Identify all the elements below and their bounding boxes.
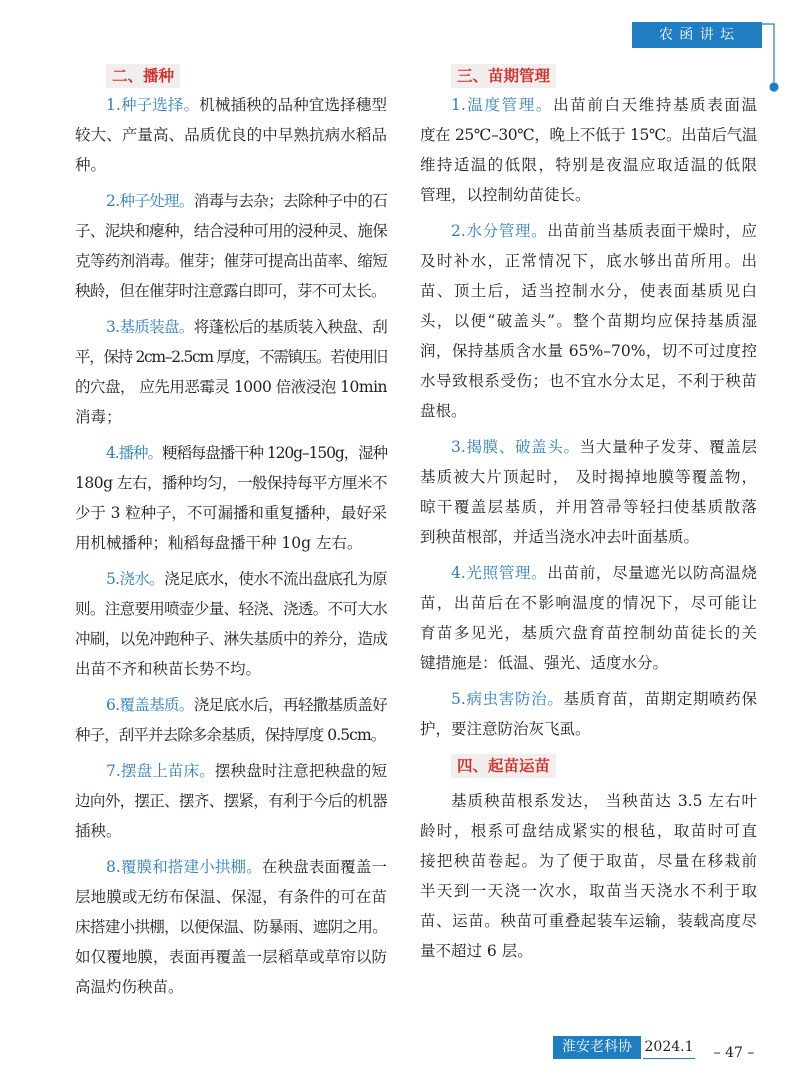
text-line: 种。 — [75, 156, 107, 174]
item-label: 7.摆盘上苗床。 — [106, 762, 215, 780]
page-number: – 47 – — [713, 1045, 755, 1061]
item-label: 1.种子选择。 — [106, 96, 200, 114]
text-line: 度在 25℃–30℃，晚上不低于 15℃。出苗后气温 — [420, 126, 757, 144]
text-line: 子、泥块和瘪种，结合浸种可用的浸种灵、施保 — [75, 222, 387, 240]
text-line: 180g 左右，播种均匀，一般保持每平方厘米不 — [75, 474, 387, 492]
left-column — [75, 60, 387, 1002]
item-text: 浇足底水，使水不流出盘底孔为原 — [164, 570, 387, 588]
column-title: 农 函 讲 坛 — [658, 27, 736, 43]
header-dot — [769, 82, 778, 91]
text-line — [420, 558, 757, 588]
text-line: 盘根。 — [420, 402, 467, 420]
item-text: 粳稻每盘播干种 120g–150g，湿种 — [161, 444, 387, 462]
text-line: 少于 3 粒种子，不可漏播和重复播种，最好采 — [75, 504, 387, 522]
text-line: 消毒； — [75, 408, 122, 426]
paragraph — [75, 438, 387, 558]
text-line — [420, 684, 757, 714]
text-line — [75, 564, 387, 594]
section-heading — [420, 750, 757, 780]
header-decoration — [755, 14, 785, 100]
text-line: 苗，出苗后在不影响温度的情况下，尽可能让 — [420, 594, 757, 612]
item-text: 机械插秧的品种宜选择穗型 — [199, 96, 387, 114]
item-label: 2.种子处理。 — [106, 192, 194, 210]
text-line: 床搭建小拱棚，以便保温、防暴雨、遮阴之用。 — [75, 918, 387, 936]
text-line — [75, 756, 387, 786]
paragraph — [75, 564, 387, 684]
text-line — [75, 852, 387, 882]
text-line — [75, 690, 387, 720]
text-line: 冲刷，以免冲跑种子、淋失基质中的养分，造成 — [75, 630, 387, 648]
text-line — [75, 312, 387, 342]
section-heading-text: 三、苗期管理 — [451, 64, 556, 88]
text-line: 克等药剂消毒。催芽；催芽可提高出苗率、缩短 — [75, 252, 387, 270]
section-heading — [420, 60, 757, 90]
text-line: 键措施是：低温、强光、适度水分。 — [420, 654, 669, 672]
publisher-badge — [553, 1036, 641, 1059]
item-text: 将蓬松后的基质装入秧盘、刮 — [193, 318, 387, 336]
paragraph — [420, 684, 757, 744]
item-label: 2.水分管理。 — [451, 222, 548, 240]
text-line: 高温灼伤秧苗。 — [75, 978, 184, 996]
column-title-badge — [632, 22, 762, 48]
text-line: 的穴盘， 应先用恶霉灵 1000 倍液浸泡 10min — [75, 378, 387, 396]
item-text: 在秧盘表面覆盖一 — [261, 858, 387, 876]
text-line: 种子，刮平并去除多余基质，保持厚度 0.5cm。 — [75, 726, 386, 744]
text-line: 苗、顶土后，适当控制水分，使表面基质见白 — [420, 282, 757, 300]
item-label: 4.播种。 — [106, 444, 162, 462]
text-line — [420, 432, 757, 462]
publisher-name: 淮安老科协 — [562, 1039, 632, 1055]
text-line: 龄时，根系可盘结成紧实的根毡，取苗时可直 — [420, 822, 757, 840]
paragraph — [75, 186, 387, 306]
paragraph — [420, 216, 757, 426]
paragraph — [420, 786, 757, 966]
paragraph — [75, 90, 387, 180]
item-text: 当大量种子发芽、覆盖层 — [579, 438, 757, 456]
item-label: 3.基质装盘。 — [106, 318, 194, 336]
item-text: 消毒与去杂；去除种子中的石 — [193, 192, 387, 210]
text-line: 出苗不齐和秧苗长势不均。 — [75, 660, 262, 678]
text-line: 插秧。 — [75, 822, 122, 840]
paragraph — [75, 312, 387, 432]
text-line: 维持适温的低限，特别是夜温应取适温的低限 — [420, 156, 757, 174]
paragraph — [420, 90, 757, 210]
text-line: 较大、产量高、品质优良的中早熟抗病水稻品 — [75, 126, 387, 144]
text-line: 边向外，摆正、摆齐、摆紧，有利于今后的机器 — [75, 792, 387, 810]
paragraph — [420, 558, 757, 678]
right-column — [420, 60, 757, 966]
item-label: 3.揭膜、破盖头。 — [451, 438, 580, 456]
item-label: 5.病虫害防治。 — [451, 690, 564, 708]
text-line — [420, 216, 757, 246]
text-line: 晾干覆盖层基质，并用笤帚等轻扫使基质散落 — [420, 498, 757, 516]
text-line: 秧龄，但在催芽时注意露白即可，芽不可太长。 — [75, 282, 386, 300]
text-line: 头，以便“破盖头”。整个苗期均应保持基质湿 — [420, 312, 757, 330]
paragraph — [420, 432, 757, 552]
item-label: 6.覆盖基质。 — [106, 696, 194, 714]
text-line: 用机械播种；籼稻每盘播干种 10g 左右。 — [75, 534, 363, 552]
issue-number: 2024.1 — [643, 1036, 695, 1059]
text-line: 护，要注意防治灰飞虱。 — [420, 720, 591, 738]
text-line: 接把秧苗卷起。为了便于取苗，尽量在移栽前 — [420, 852, 757, 870]
section-heading-text: 二、播种 — [106, 64, 180, 88]
section-heading-text: 四、起苗运苗 — [451, 754, 556, 778]
item-text: 出苗前当基质表面干燥时，应 — [547, 222, 757, 240]
text-line: 到秧苗根部，并适当浇水冲去叶面基质。 — [420, 528, 700, 546]
item-text: 基质育苗，苗期定期喷药保 — [563, 690, 757, 708]
text-line: 则。注意要用喷壶少量、轻浇、浇透。不可大水 — [75, 600, 387, 618]
item-label: 8.覆膜和搭建小拱棚。 — [106, 858, 262, 876]
text-line: 半天到一天浇一次水，取苗当天浇水不利于取 — [420, 882, 757, 900]
item-label: 5.浇水。 — [106, 570, 165, 588]
item-text: 浇足底水后，再轻撒基质盖好 — [193, 696, 387, 714]
text-line: 量不超过 6 层。 — [420, 942, 533, 960]
text-line: 润，保持基质含水量 65%–70%，切不可过度控 — [420, 342, 757, 360]
text-line — [420, 90, 757, 120]
section-heading — [75, 60, 387, 90]
text-line: 育苗多见光，基质穴盘育苗控制幼苗徒长的关 — [420, 624, 757, 642]
header-rule — [762, 24, 774, 82]
paragraph — [75, 690, 387, 750]
text-line: 管理，以控制幼苗徒长。 — [420, 186, 591, 204]
item-label: 4.光照管理。 — [451, 564, 548, 582]
text-line: 如仅覆地膜，表面再覆盖一层稻草或草帘以防 — [75, 948, 387, 966]
paragraph — [75, 852, 387, 1002]
text-line: 苗、运苗。秧苗可重叠起装车运输，装载高度尽 — [420, 912, 757, 930]
item-text: 摆秧盘时注意把秧盘的短 — [214, 762, 387, 780]
text-line — [75, 186, 387, 216]
text-line: 基质被大片顶起时， 及时揭掉地膜等覆盖物， — [420, 468, 757, 486]
paragraph — [75, 756, 387, 846]
text-line — [75, 90, 387, 120]
text-line: 及时补水，正常情况下，底水够出苗所用。出 — [420, 252, 757, 270]
item-text: 出苗前，尽量遮光以防高温烧 — [547, 564, 757, 582]
text-line: 水导致根系受伤；也不宜水分太足，不利于秧苗 — [420, 372, 757, 390]
text-line: 平，保持 2cm–2.5cm 厚度，不需镇压。若使用旧 — [75, 348, 387, 366]
item-label: 1.温度管理。 — [451, 96, 554, 114]
text-line — [75, 438, 387, 468]
text-line: 基质秧苗根系发达， 当秧苗达 3.5 左右叶 — [451, 792, 757, 810]
item-text: 出苗前白天维持基质表面温 — [553, 96, 757, 114]
text-line: 层地膜或无纺布保温、保湿，有条件的可在苗 — [75, 888, 387, 906]
